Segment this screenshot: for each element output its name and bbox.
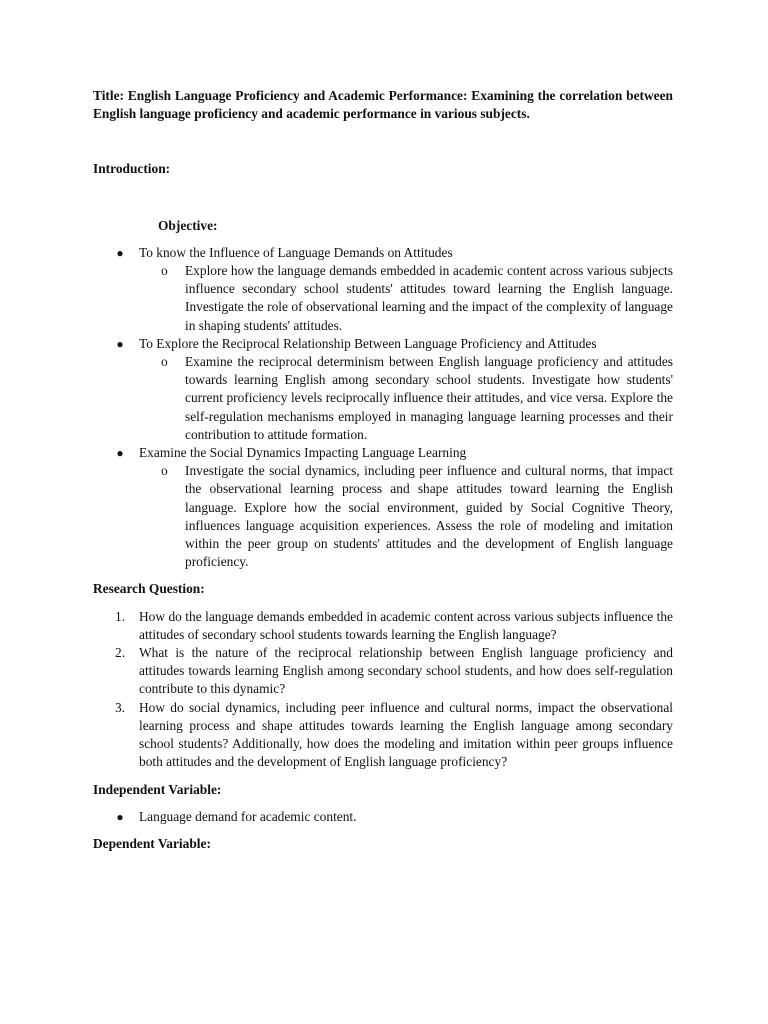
independent-variable-text: Language demand for academic content. — [139, 808, 357, 824]
independent-variable-heading: Independent Variable: — [93, 781, 222, 797]
objective-item — [93, 335, 673, 444]
bullet-icon: ● — [116, 809, 124, 824]
question-text: How do social dynamics, including peer influence and cultural norms, impact the observational learning process and shape attitudes towards learning the English language among secondary school students? Additionally, how does the modeling and imitation within peer groups influence both attitudes and the development of English language proficiency? — [139, 699, 673, 770]
objective-label: To know the Influence of Language Demands on Attitudes — [139, 244, 453, 260]
objective-sub-list — [139, 462, 673, 571]
research-question-item — [93, 644, 673, 699]
question-text: How do the language demands embedded in academic content across various subjects influence the attitudes of secondary school students towards learning the English language? — [139, 608, 673, 642]
research-question-item — [93, 608, 673, 644]
research-question-item — [93, 699, 673, 772]
question-number: 3. — [115, 699, 126, 715]
document-title: Title: English Language Proficiency and Academic Performance: Examining the correlation between English language proficiency and academic performance in various subjects. — [93, 88, 673, 122]
research-questions-list — [93, 608, 673, 772]
objective-sub-list — [139, 353, 673, 444]
objective-detail-item — [139, 353, 673, 444]
objective-detail-item — [139, 462, 673, 571]
question-number: 1. — [115, 608, 126, 624]
independent-variable-item — [93, 808, 673, 826]
objectives-list — [93, 244, 673, 572]
bullet-icon: ● — [116, 446, 124, 461]
question-number: 2. — [115, 645, 126, 661]
document-page — [93, 87, 673, 853]
objective-label: To Explore the Reciprocal Relationship Between Language Proficiency and Attitudes — [139, 335, 597, 351]
objective-label: Examine the Social Dynamics Impacting Language Learning — [139, 445, 467, 461]
bullet-icon: ● — [116, 245, 124, 260]
objective-heading: Objective: — [158, 217, 218, 233]
bullet-icon: ● — [116, 336, 124, 351]
objective-item — [93, 444, 673, 571]
introduction-heading: Introduction: — [93, 161, 171, 177]
objective-detail-item — [139, 262, 673, 335]
independent-variable-list — [93, 808, 673, 826]
objective-detail: Examine the reciprocal determinism between English language proficiency and attitudes towards learning English among secondary school students. Investigate how students' current proficiency levels reciprocally influence their attitudes, and vice versa. Explore the self-regulation mechanisms employed in managing language learning processes and their contribution to attitude formation. — [185, 354, 673, 442]
objective-detail: Investigate the social dynamics, including peer influence and cultural norms, that impact the observational learning process and shape attitudes toward learning the English language. Explore how the social environment, guided by Social Cognitive Theory, influences language acquisition experiences. Assess the role of modeling and imitation within the peer group on students' attitudes and the development of English language proficiency. — [185, 463, 673, 570]
research-question-heading: Research Question: — [93, 581, 205, 597]
objective-sub-list — [139, 262, 673, 335]
sub-bullet-icon: o — [161, 263, 168, 279]
objective-detail: Explore how the language demands embedded in academic content across various subjects influence secondary school students' attitudes toward learning the English language. Investigate the role of observational learning and the impact of the complexity of language in shaping students' attitudes. — [185, 263, 673, 333]
objective-item — [93, 244, 673, 335]
sub-bullet-icon: o — [161, 354, 168, 370]
dependent-variable-heading: Dependent Variable: — [93, 835, 211, 851]
question-text: What is the nature of the reciprocal relationship between English language proficiency and attitudes towards learning English among secondary school students, and how does self-regulation contribute to this dynamic? — [139, 645, 673, 697]
sub-bullet-icon: o — [161, 463, 168, 479]
